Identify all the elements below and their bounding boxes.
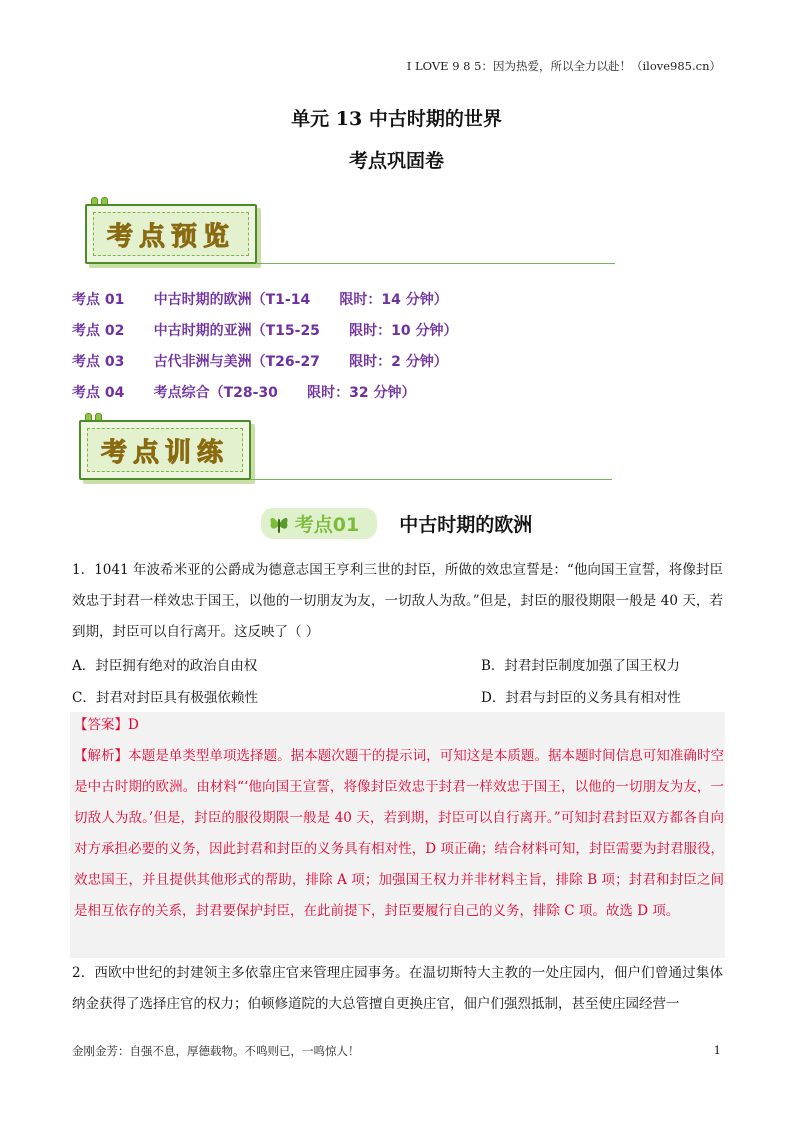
preview-banner: [85, 194, 615, 268]
section-heading: [0, 508, 793, 539]
butterfly-icon: [269, 513, 289, 535]
option-c: C．封君对封臣具有极强依赖性: [72, 690, 258, 706]
preview-banner-label: 考点预览: [106, 221, 235, 252]
point-item: 考点 01 中古时期的欧洲（T1-14 限时：14 分钟）: [72, 292, 448, 308]
page-header: I LOVE 9 8 5：因为热爱，所以全力以赴！（ilove985.cn）: [406, 59, 721, 73]
section-label: 考点01: [294, 514, 360, 536]
banner-divider: [251, 479, 612, 480]
footer-motto: 金刚金芳：自强不息，厚德载物。不鸣则已，一鸣惊人！: [72, 1044, 360, 1058]
page-title: 单元 13 中古时期的世界: [291, 108, 502, 130]
question-2-stem: 2．西欧中世纪的封建领主多依靠庄官来管理庄园事务。在温切斯特大主教的一处庄园内，佃户们曾通过集体纳金获得了选择庄官的权力；伯顿修道院的大总管擅自更换庄官，佃户们强烈抵制，甚至使庄园经营一: [72, 965, 723, 1012]
training-banner-label: 考点训练: [100, 437, 229, 468]
training-banner: [79, 410, 612, 484]
point-item: 考点 03 古代非洲与美洲（T26-27 限时：2 分钟）: [72, 354, 448, 370]
page-number: 1: [713, 1043, 721, 1057]
question-1-stem: 1．1041 年波希米亚的公爵成为德意志国王亨利三世的封臣，所做的效忠宣誓是：“他向国王宣誓，将像封臣效忠于封君一样效忠于国王，以他的一切朋友为友，一切敌人为敌。”但是，封臣的服役期限一般是 40 天，若到期，封臣可以自行离开。这反映了（ ）: [72, 562, 723, 640]
point-item: 考点 04 考点综合（T28-30 限时：32 分钟）: [72, 385, 416, 401]
section-name: 中古时期的欧洲: [399, 514, 533, 536]
option-a: A．封臣拥有绝对的政治自由权: [72, 658, 258, 674]
banner-divider: [257, 263, 615, 264]
page-subtitle: 考点巩固卷: [348, 150, 444, 172]
answer-line: 【答案】D: [74, 717, 139, 733]
option-d: D．封君与封臣的义务具有相对性: [481, 690, 681, 706]
section-pill: [261, 508, 377, 539]
analysis-text: 【解析】本题是单类型单项选择题。据本题次题干的提示词，可知这是本质题。据本题时间信息可知准确时空是中古时期的欧洲。由材料“‘他向国王宣誓，将像封臣效忠于封君一样效忠于国王，以他的一切朋友为友，一切敌人为敌。’但是，封臣的服役期限一般是 40 天，若到期，封臣可以自行离开。”可知封君封臣双方都各自向对方承担必要的义务，因此封君和封臣的义务具有相对性，D 项正确；结合材料可知，封臣需要为封君服役，效忠国王，并且提供其他形式的帮助，排除 A 项；加强国王权力并非材料主旨，排除 B 项；封君和封臣之间是相互依存的关系，封君要保护封臣，在此前提下，封臣要履行自己的义务，排除 C 项。故选 D 项。: [74, 748, 724, 919]
option-b: B．封君封臣制度加强了国王权力: [481, 658, 680, 674]
point-item: 考点 02 中古时期的亚洲（T15-25 限时：10 分钟）: [72, 323, 458, 339]
